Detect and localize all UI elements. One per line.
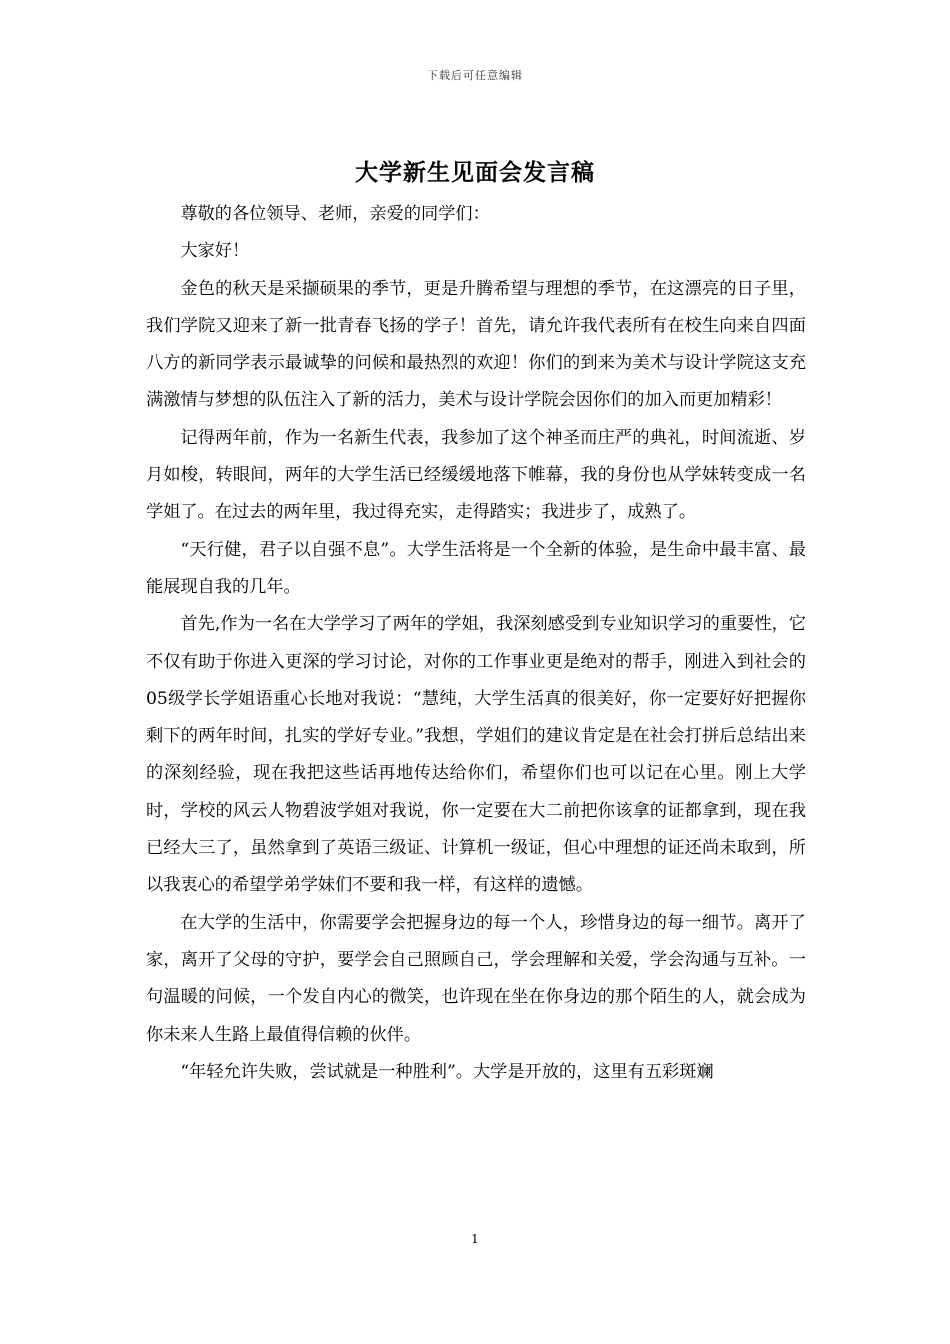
- paragraph-study-advice: 首先,作为一名在大学学习了两年的学姐，我深刻感受到专业知识学习的重要性，它不仅有助于你进入更深的学习讨论，对你的工作事业更是绝对的帮手，刚进入到社会的05级学长学姐语重心长地对我说：“慧纯，大学生活真的很美好，你一定要好好把握你剩下的两年时间，扎实的学好专业。”我想，学姐们的建议肯定是在社会打拼后总结出来的深刻经验，现在我把这些话再地传达给你们，希望你们也可以记在心里。刚上大学时，学校的风云人物碧波学姐对我说，你一定要在大二前把你该拿的证都拿到，现在我已经大三了，虽然拿到了英语三级证、计算机一级证，但心中理想的证还尚未取到，所以我衷心的希望学弟学妹们不要和我一样，有这样的遗憾。: [146, 614, 806, 896]
- paragraph-welcome: 金色的秋天是采撷硕果的季节，更是升腾希望与理想的季节，在这漂亮的日子里，我们学院又迎来了新一批青春飞扬的学子！首先，请允许我代表所有在校生向来自四面八方的新同学表示最诚挚的问候和最热烈的欢迎！你们的到来为美术与设计学院这支充满激情与梦想的队伍注入了新的活力，美术与设计学院会因你们的加入而更加精彩！: [146, 278, 806, 411]
- document-title: 大学新生见面会发言稿: [355, 159, 595, 186]
- paragraph-quote-self-improvement: “天行健，君子以自强不息”。大学生活将是一个全新的体验，是生命中最丰富、最能展现自我的几年。: [146, 539, 806, 597]
- paragraph-life-advice: 在大学的生活中，你需要学会把握身边的每一个人，珍惜身边的每一细节。离开了家，离开了父母的守护，要学会自己照顾自己，学会理解和关爱，学会沟通与互补。一句温暖的问候，一个发自内心的微笑，也许现在坐在你身边的那个陌生的人，就会成为你未来人生路上最值得信赖的伙伴。: [146, 912, 806, 1045]
- paragraph-quote-youth: “年轻允许失败，尝试就是一种胜利”。大学是开放的，这里有五彩斑斓: [180, 1061, 714, 1082]
- paragraph-greeting: 大家好！: [180, 241, 250, 262]
- document-body: [146, 196, 806, 1091]
- page-number: 1: [471, 1232, 479, 1246]
- paragraph-memory: 记得两年前，作为一名新生代表，我参加了这个神圣而庄严的典礼，时间流逝、岁月如梭，转眼间，两年的大学生活已经缓缓地落下帷幕，我的身份也从学妹转变成一名学姐了。在过去的两年里，我过得充实，走得踏实；我进步了，成熟了。: [146, 427, 806, 523]
- page-header: 下载后可任意编辑: [427, 69, 523, 82]
- paragraph-salutation: 尊敬的各位领导、老师，亲爱的同学们：: [180, 204, 490, 224]
